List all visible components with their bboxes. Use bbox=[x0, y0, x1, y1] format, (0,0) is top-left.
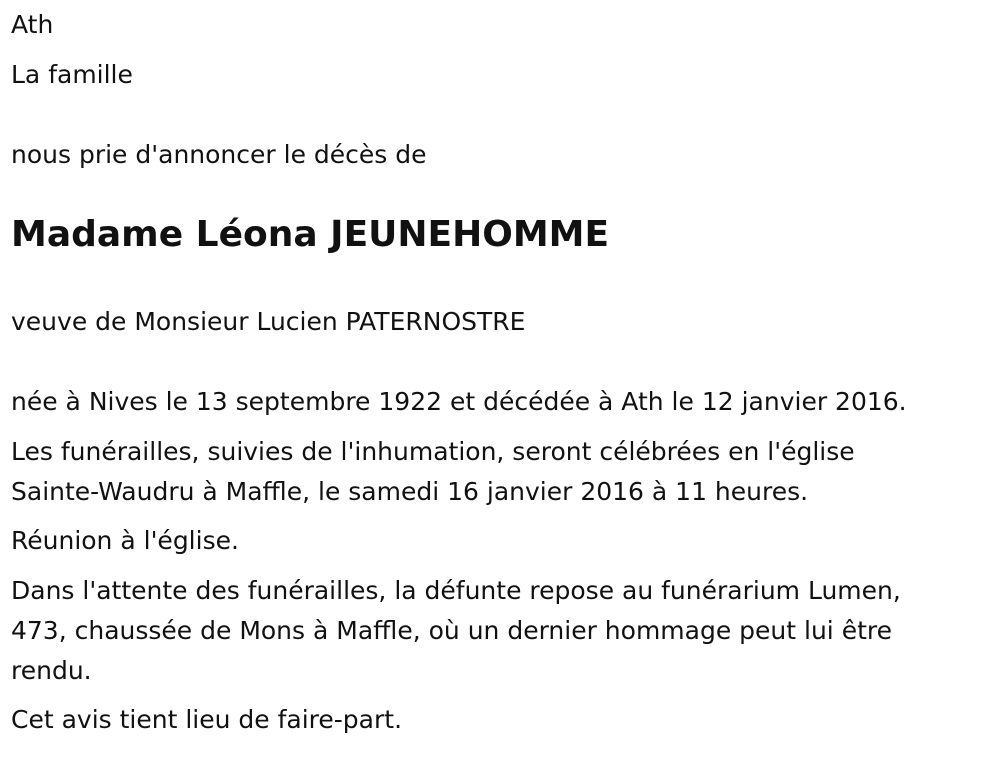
meeting-text: Réunion à l'église. bbox=[11, 526, 239, 555]
spouse-text: veuve de Monsieur Lucien PATERNOSTRE bbox=[11, 307, 526, 336]
birth-death-text: née à Nives le 13 septembre 1922 et décédée à Ath le 12 janvier 2016. bbox=[11, 387, 907, 416]
deceased-name: Madame Léona JEUNEHOMME bbox=[11, 214, 610, 255]
funeral-text-line-1: Les funérailles, suivies de l'inhumation, seront célébrées en l'église bbox=[11, 437, 855, 466]
announcement-text: nous prie d'annoncer le décès de bbox=[11, 140, 427, 169]
location-text: Ath bbox=[11, 10, 54, 39]
closing-text: Cet avis tient lieu de faire-part. bbox=[11, 705, 403, 734]
wake-text-line-2: 473, chaussée de Mons à Maffle, où un dernier hommage peut lui être bbox=[11, 616, 892, 645]
family-text: La famille bbox=[11, 60, 133, 89]
wake-text-line-3: rendu. bbox=[11, 656, 92, 685]
wake-text-line-1: Dans l'attente des funérailles, la défunte repose au funérarium Lumen, bbox=[11, 576, 901, 605]
funeral-text-line-2: Sainte-Waudru à Maffle, le samedi 16 janvier 2016 à 11 heures. bbox=[11, 477, 809, 506]
